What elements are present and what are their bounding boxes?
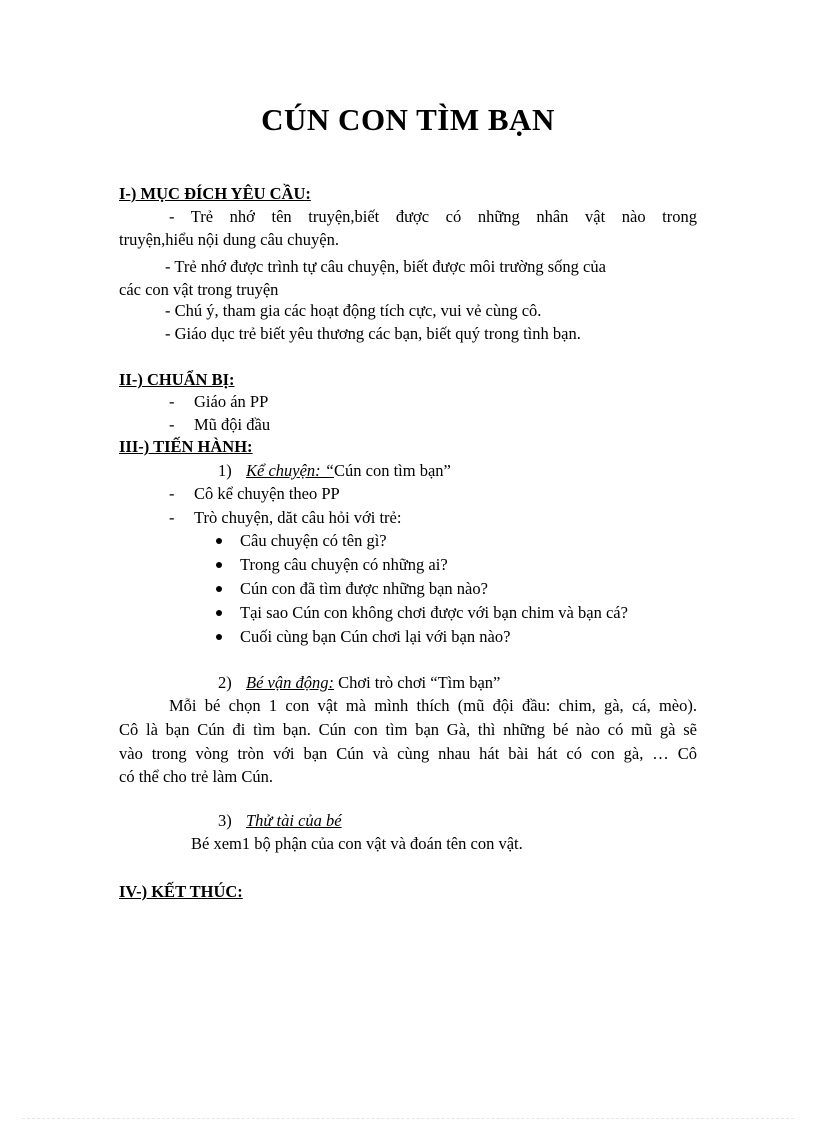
step-3 [218, 810, 342, 832]
bullet-icon [216, 610, 222, 616]
step-2-paragraph-line: vào trong vòng tròn với bạn Cún và cùng nhau hát bài hát có con gà, … Cô [119, 744, 697, 763]
bullet-icon [216, 586, 222, 592]
dash-marker: - [169, 392, 175, 411]
step-text: Chơi trò chơi “Tìm bạn” [333, 673, 501, 692]
procedure-dash-text: Trò chuyện, dăt câu hỏi với trẻ: [194, 508, 402, 527]
purpose-para-1-line-1: - Trẻ nhớ tên truyện,biết được có những nhân vật nào trong [169, 207, 697, 226]
question-text: Câu chuyện có tên gì? [240, 531, 387, 550]
bullet-icon [216, 538, 222, 544]
step-label: Thử tài của bé [246, 811, 342, 830]
preparation-item-text: Giáo án PP [194, 392, 269, 411]
step-1 [218, 460, 451, 482]
section-heading-purpose: I-) MỤC ĐÍCH YÊU CẦU: [119, 184, 311, 203]
bullet-icon [216, 562, 222, 568]
section-heading-preparation: II-) CHUẨN BỊ: [119, 370, 235, 389]
document-title: CÚN CON TÌM BẠN [261, 102, 555, 137]
dash-marker: - [169, 484, 175, 503]
question-text: Tại sao Cún con không chơi được với bạn chim và bạn cá? [240, 603, 628, 622]
step-label: Kể chuyện: “ [246, 461, 334, 480]
purpose-para-2-line-2: các con vật trong truyện [119, 280, 279, 299]
step-number: 3) [218, 811, 232, 830]
question-text: Cún con đã tìm được những bạn nào? [240, 579, 488, 598]
dash-marker: - [169, 508, 175, 527]
step-2-paragraph-line: Cô là bạn Cún đi tìm bạn. Cún con tìm bạn Gà, thì những bé nào có mũ gà sẽ [119, 720, 697, 739]
preparation-item-text: Mũ đội đầu [194, 415, 271, 434]
dash-marker: - [169, 415, 175, 434]
question-text: Trong câu chuyện có những ai? [240, 555, 448, 574]
purpose-para-4: - Giáo dục trẻ biết yêu thương các bạn, biết quý trong tình bạn. [165, 324, 581, 343]
step-number: 2) [218, 673, 232, 692]
page-bottom-divider [22, 1118, 794, 1119]
purpose-para-2-line-1: - Trẻ nhớ được trình tự câu chuyện, biết được môi trường sống của [165, 257, 606, 276]
step-2-paragraph-line: Mỗi bé chọn 1 con vật mà mình thích (mũ đội đầu: chim, gà, cá, mèo). [169, 696, 697, 715]
section-heading-conclusion: IV-) KẾT THÚC: [119, 882, 243, 901]
section-heading-procedure: III-) TIẾN HÀNH: [119, 437, 253, 456]
purpose-para-1-line-2: truyện,hiểu nội dung câu chuyện. [119, 230, 339, 249]
step-2-paragraph-line: có thể cho trẻ làm Cún. [119, 767, 273, 786]
bullet-icon [216, 634, 222, 640]
question-text: Cuối cùng bạn Cún chơi lại với bạn nào? [240, 627, 511, 646]
step-number: 1) [218, 461, 232, 480]
step-label: Bé vận động: [246, 673, 334, 692]
procedure-dash-text: Cô kể chuyện theo PP [194, 484, 340, 503]
purpose-para-3: - Chú ý, tham gia các hoạt động tích cực, vui vẻ cùng cô. [165, 301, 542, 320]
step-3-text: Bé xem1 bộ phận của con vật và đoán tên con vật. [191, 834, 523, 853]
step-text: Cún con tìm bạn” [333, 461, 451, 480]
step-2 [218, 672, 500, 694]
